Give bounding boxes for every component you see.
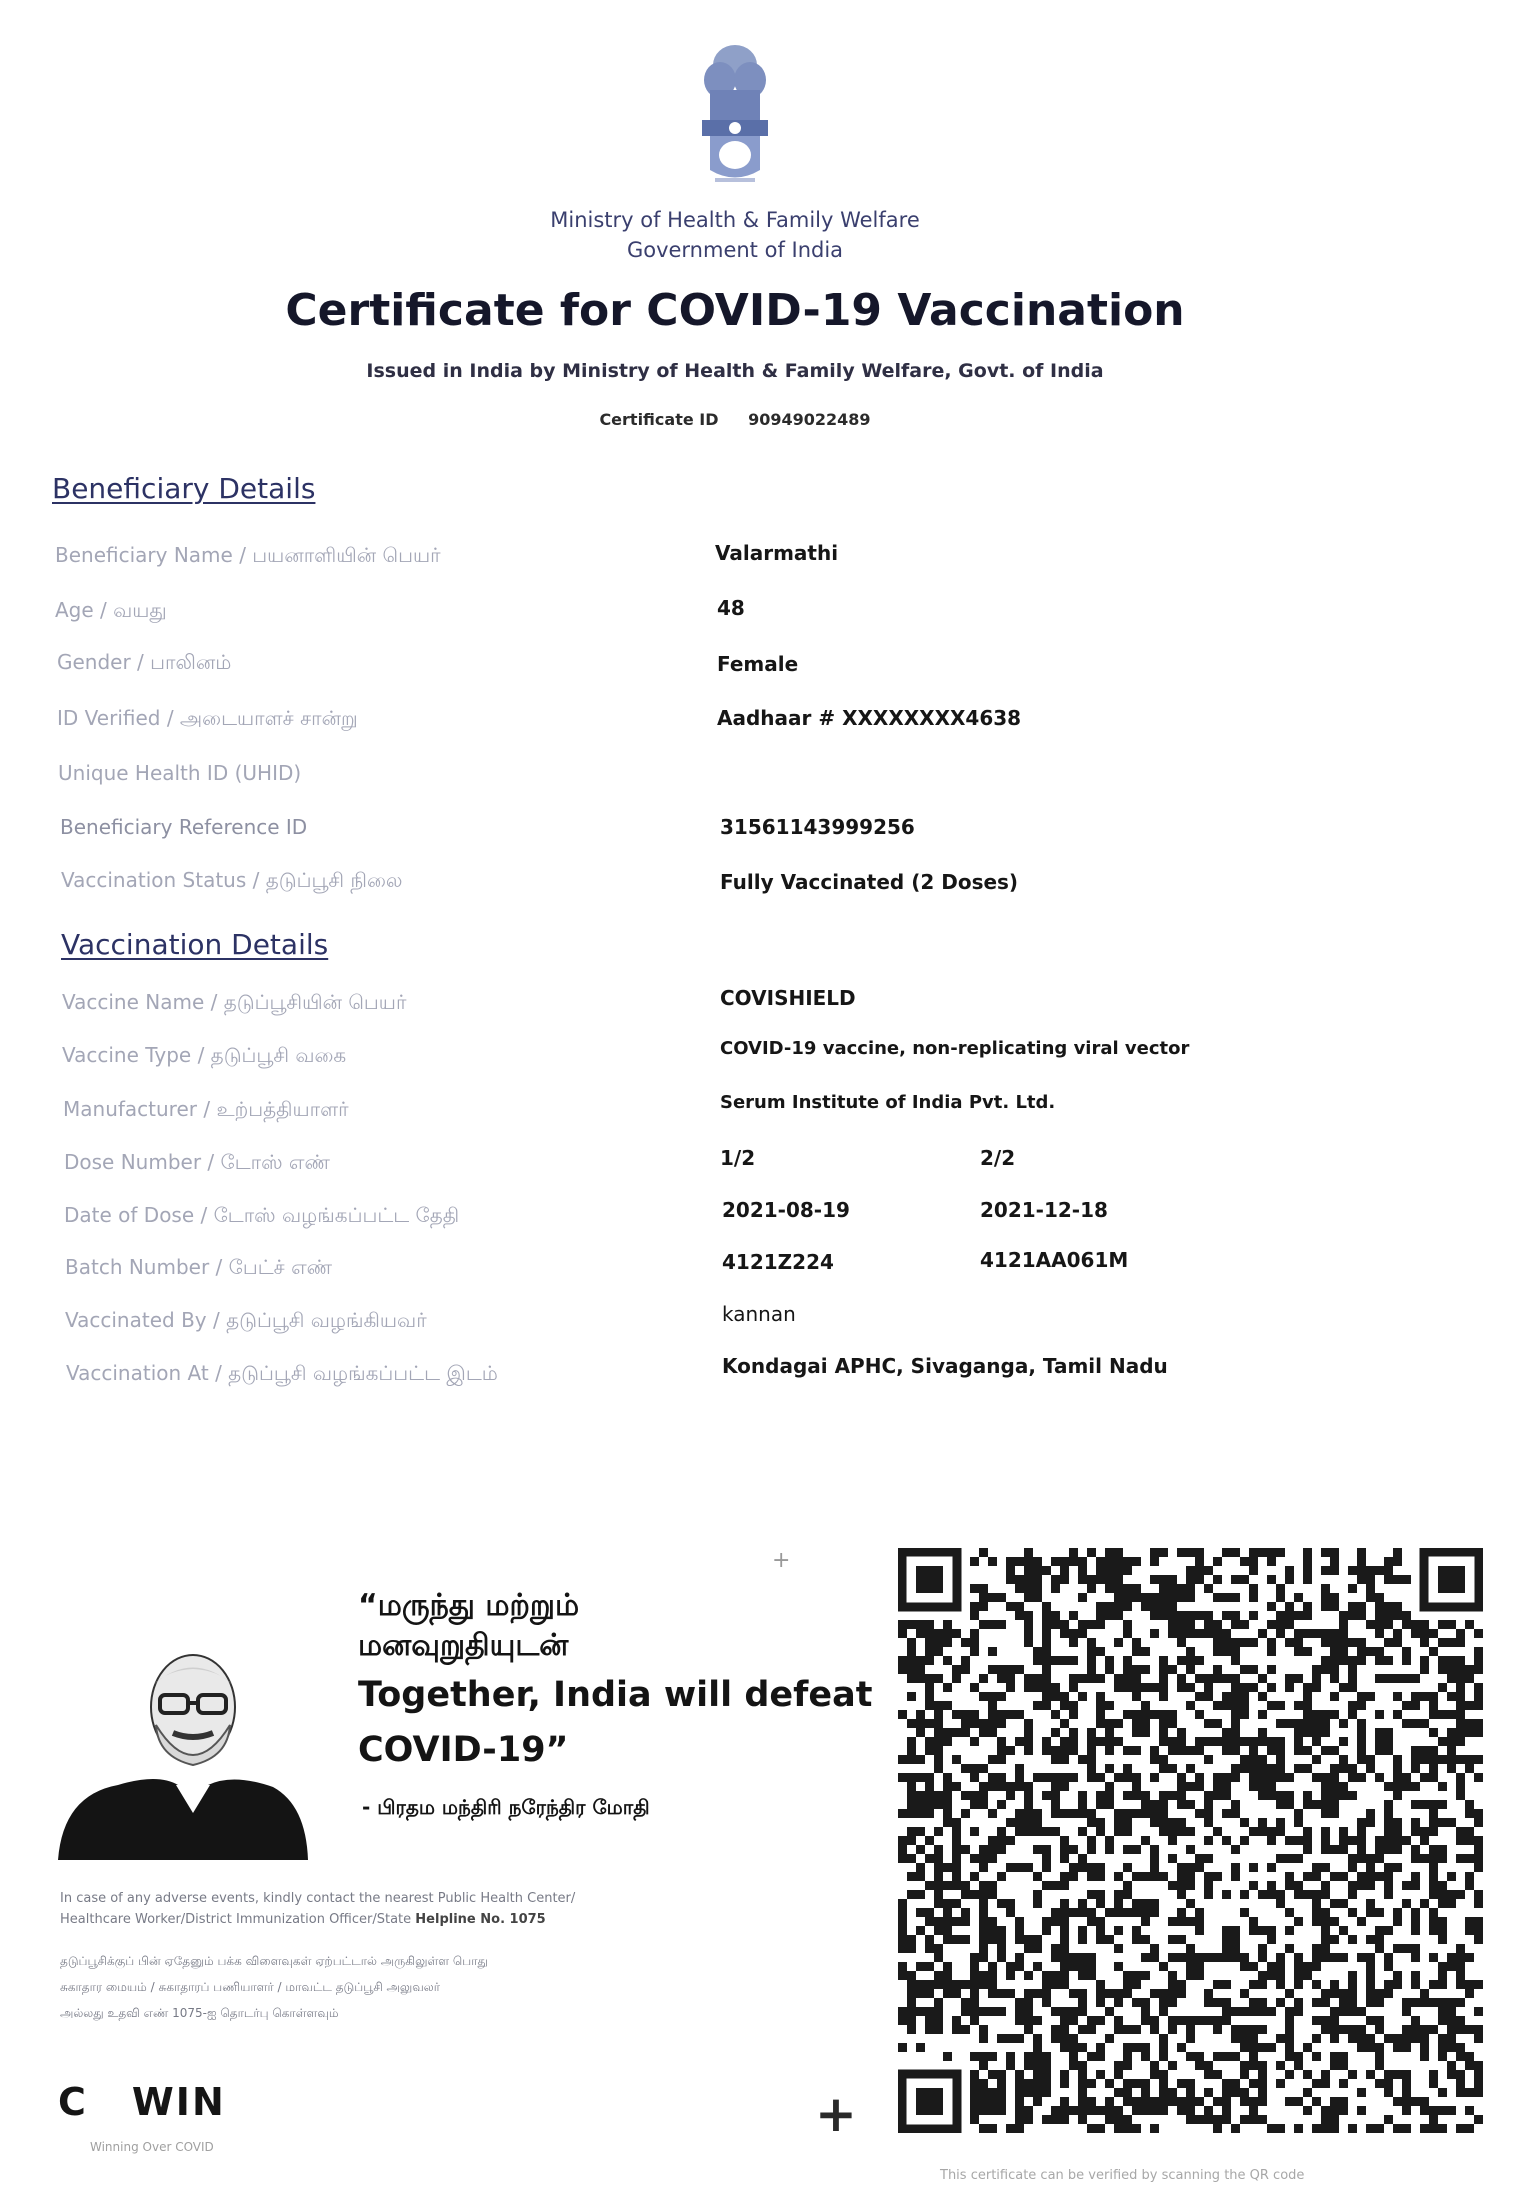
quote-attribution: - பிரதம மந்திரி நரேந்திர மோதி <box>362 1795 650 1819</box>
cowin-logo <box>58 2080 226 2124</box>
manufacturer-value: Serum Institute of India Pvt. Ltd. <box>720 1092 1056 1113</box>
vaccination-status-label: Vaccination Status / தடுப்பூசி நிலை <box>61 868 403 892</box>
advisory-tamil-line-2: சுகாதார மையம் / சுகாதாரப் பணியாளர் / மாவட்ட தடுப்பூசி அலுவலர் <box>60 1980 440 1994</box>
government-name: Government of India <box>626 238 844 262</box>
age-value: 48 <box>717 596 745 620</box>
vaccination-at-value: Kondagai APHC, Sivaganga, Tamil Nadu <box>722 1354 1168 1378</box>
beneficiary-reference-id-value: 31561143999256 <box>720 815 915 839</box>
certificate-id-value: 90949022489 <box>748 410 871 429</box>
beneficiary-name-value: Valarmathi <box>715 541 839 565</box>
advisory-english-line-2 <box>60 1909 820 1930</box>
age-label: Age / வயது <box>55 598 167 622</box>
dose-number-value-2: 2/2 <box>980 1146 1016 1170</box>
cowin-tagline: Winning Over COVID <box>90 2140 214 2154</box>
gender-label: Gender / பாலினம் <box>57 650 232 674</box>
date-of-dose-label: Date of Dose / டோஸ் வழங்கப்பட்ட தேதி <box>64 1203 460 1227</box>
id-verified-value: Aadhaar # XXXXXXXX4638 <box>717 706 1022 730</box>
vaccine-type-label: Vaccine Type / தடுப்பூசி வகை <box>62 1043 347 1067</box>
beneficiary-name-label: Beneficiary Name / பயனாளியின் பெயர் <box>55 543 441 567</box>
beneficiary-reference-id-label: Beneficiary Reference ID <box>60 815 308 839</box>
vaccination-details-heading: Vaccination Details <box>61 928 329 961</box>
vaccine-name-label: Vaccine Name / தடுப்பூசியின் பெயர் <box>62 990 407 1014</box>
certificate-title: Certificate for COVID-19 Vaccination <box>285 285 1185 336</box>
advisory-tamil-line-3: அல்லது உதவி எண் 1075-ஐ தொடர்பு கொள்ளவும் <box>60 2006 339 2020</box>
quote-tamil-line-2: மனவுறுதியுடன் <box>358 1628 569 1663</box>
vaccinated-by-value: kannan <box>722 1302 796 1326</box>
advisory-english-line-1: In case of any adverse events, kindly contact the nearest Public Health Center/ <box>60 1891 576 1906</box>
cowin-logo-win: WIN <box>131 2080 226 2124</box>
certificate-id-line <box>0 410 1470 429</box>
cowin-logo-c: C <box>58 2080 88 2124</box>
quote-english-line-2: COVID-19” <box>358 1730 569 1770</box>
issued-by: Issued in India by Ministry of Health & Family Welfare, Govt. of India <box>366 360 1104 382</box>
vaccination-status-value: Fully Vaccinated (2 Doses) <box>720 870 1019 894</box>
batch-number-value-1: 4121Z224 <box>722 1250 834 1274</box>
portrait-illustration-icon <box>58 1645 308 1860</box>
dose-number-label: Dose Number / டோஸ் எண் <box>64 1150 330 1174</box>
date-of-dose-value-2: 2021-12-18 <box>980 1198 1108 1222</box>
ministry-name: Ministry of Health & Family Welfare <box>550 208 920 232</box>
beneficiary-details-heading: Beneficiary Details <box>52 472 316 505</box>
qr-caption: This certificate can be verified by scanning the QR code <box>940 2168 1305 2183</box>
helpline-number: Helpline No. 1075 <box>415 1912 546 1927</box>
uhid-label: Unique Health ID (UHID) <box>58 761 302 785</box>
plus-mark: + <box>815 2085 857 2143</box>
advisory-english-line-2-text: Healthcare Worker/District Immunization Officer/State <box>60 1912 412 1927</box>
certificate-id-label: Certificate ID <box>599 410 719 429</box>
gender-value: Female <box>717 652 799 676</box>
advisory-tamil <box>60 1948 820 2026</box>
state-emblem-icon <box>680 40 790 190</box>
vaccine-name-value: COVISHIELD <box>720 986 856 1010</box>
qr-code-icon <box>898 1548 1483 2133</box>
quote-english-line-1: Together, India will defeat <box>358 1675 873 1715</box>
dose-number-value-1: 1/2 <box>720 1146 756 1170</box>
id-verified-label: ID Verified / அடையாளச் சான்று <box>57 706 358 730</box>
quote-tamil-line-1: “மருந்து மற்றும் <box>358 1588 580 1623</box>
batch-number-value-2: 4121AA061M <box>980 1248 1129 1272</box>
advisory-tamil-line-1: தடுப்பூசிக்குப் பின் ஏதேனும் பக்க விளைவுகள் ஏற்பட்டால் அருகிலுள்ள பொது <box>60 1954 488 1968</box>
small-plus-mark: + <box>772 1548 791 1573</box>
vaccine-type-value: COVID-19 vaccine, non-replicating viral vector <box>720 1038 1190 1059</box>
date-of-dose-value-1: 2021-08-19 <box>722 1198 850 1222</box>
manufacturer-label: Manufacturer / உற்பத்தியாளர் <box>63 1097 349 1121</box>
vaccination-at-label: Vaccination At / தடுப்பூசி வழங்கப்பட்ட இடம் <box>66 1361 498 1385</box>
advisory-english <box>60 1888 820 1930</box>
batch-number-label: Batch Number / பேட்ச் எண் <box>65 1255 333 1279</box>
vaccinated-by-label: Vaccinated By / தடுப்பூசி வழங்கியவர் <box>65 1308 427 1332</box>
